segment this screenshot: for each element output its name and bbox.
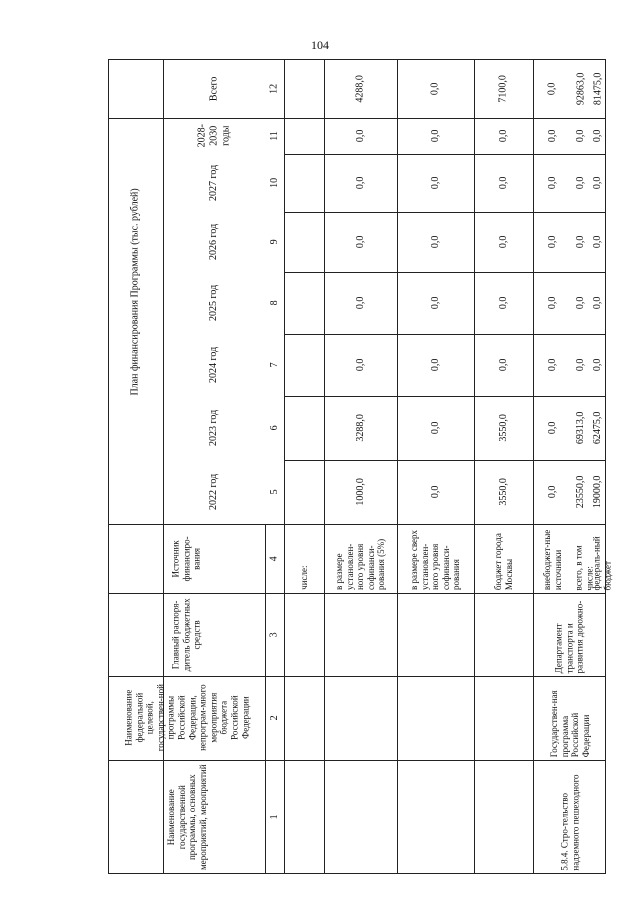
row-5-value-1-text: 23550,0 <box>575 475 587 509</box>
row-5-value-5-text: 0,0 <box>575 235 587 249</box>
program-name-text: Государствен-ная программа Российской Федерации <box>548 690 591 757</box>
header-col3-text: Главный распоря-дитель бюджетных средств <box>170 598 202 671</box>
row-5-value-8 <box>572 59 590 118</box>
row-3-value-8 <box>474 59 533 118</box>
header-col2-text: Наименование федеральной целевой, государствен-ной программы Российской Федерации, непрограм-много мероприятия бюджета Российской Федерации <box>122 684 250 752</box>
column-number-11-text: 11 <box>268 131 280 141</box>
row-1-source-text: в размере установлен-ного уровня софинанси-рования (5%) <box>333 538 387 590</box>
row-3-value-6-text: 0,0 <box>497 176 509 190</box>
column-number-9 <box>265 212 284 272</box>
row-1-value-4 <box>324 272 397 334</box>
row-6-value-4 <box>590 272 606 334</box>
row-1-value-1 <box>324 460 397 524</box>
row-0-value-4 <box>284 272 324 334</box>
row-6-value-6 <box>590 154 606 212</box>
row-5-value-7-text: 0,0 <box>575 129 587 143</box>
header-year-6-text: 2027 год <box>208 164 220 202</box>
row-4-value-3 <box>533 334 572 396</box>
row-2-value-6-text: 0,0 <box>429 176 441 190</box>
column-number-12-text: 12 <box>268 83 280 94</box>
row-0-value-2 <box>284 396 324 460</box>
row-6-value-3 <box>590 334 606 396</box>
row-3-value-3-text: 0,0 <box>497 358 509 372</box>
header-year-4-text: 2025 год <box>208 284 220 322</box>
row-5-value-5 <box>572 212 590 272</box>
header-col4 <box>108 524 265 593</box>
row-6-value-1-text: 19000,0 <box>592 475 604 509</box>
row-1-value-4-text: 0,0 <box>354 296 366 310</box>
header-year-5-text: 2026 год <box>208 223 220 261</box>
row-2-value-6 <box>397 154 474 212</box>
row-3-value-8-text: 7100,0 <box>497 74 509 103</box>
row-2-value-1 <box>397 460 474 524</box>
row-1-value-8 <box>324 59 397 118</box>
row-5-value-4 <box>572 272 590 334</box>
row-2-value-4 <box>397 272 474 334</box>
row-1-value-8-text: 4288,0 <box>354 74 366 103</box>
row-2-source <box>397 524 474 593</box>
row-5-value-2-text: 69313,0 <box>575 411 587 445</box>
row-0-value-1 <box>284 460 324 524</box>
row-4-value-1 <box>533 460 572 524</box>
column-number-10 <box>265 154 284 212</box>
header-year-4 <box>163 272 265 334</box>
row-6-value-2 <box>590 396 606 460</box>
header-year-7 <box>163 118 265 154</box>
row-5-value-6-text: 0,0 <box>575 176 587 190</box>
row-1-value-2 <box>324 396 397 460</box>
row-3-value-3 <box>474 334 533 396</box>
row-4-value-6-text: 0,0 <box>546 176 558 190</box>
header-col2 <box>108 676 265 760</box>
row-4-value-6 <box>533 154 572 212</box>
row-1-value-2-text: 3288,0 <box>354 414 366 442</box>
header-year-6 <box>163 154 265 212</box>
column-number-2-text: 2 <box>268 715 280 721</box>
row-6-value-2-text: 62475,0 <box>592 411 604 445</box>
row-5-value-1 <box>572 460 590 524</box>
row-0-value-5 <box>284 212 324 272</box>
row-4-value-2-text: 0,0 <box>546 421 558 435</box>
header-year-1-text: 2022 год <box>208 473 220 511</box>
row-2-value-1-text: 0,0 <box>429 485 441 499</box>
column-number-11 <box>265 118 284 154</box>
column-number-6 <box>265 396 284 460</box>
header-year-8-text: Всего <box>208 76 220 101</box>
row-2-value-7 <box>397 118 474 154</box>
header-year-2-text: 2023 год <box>208 409 220 447</box>
column-number-3-text: 3 <box>268 631 280 637</box>
activity-name-text: 5.8.4. Стро-тельство надземного пешеходного <box>558 774 580 871</box>
header-year-1 <box>163 460 265 524</box>
row-6-value-7 <box>590 118 606 154</box>
row-0-value-8 <box>284 59 324 118</box>
program-name <box>533 676 606 760</box>
row-1-value-6 <box>324 154 397 212</box>
row-2-value-5 <box>397 212 474 272</box>
row-6-source-text: федераль-ный бюджет <box>591 535 612 590</box>
row-0-value-6 <box>284 154 324 212</box>
row-6-value-1 <box>590 460 606 524</box>
column-number-7-text: 7 <box>268 362 280 368</box>
row-0-value-7 <box>284 118 324 154</box>
row-5-value-6 <box>572 154 590 212</box>
column-number-12 <box>265 59 284 118</box>
column-number-5 <box>265 460 284 524</box>
row-2-value-3-text: 0,0 <box>429 358 441 372</box>
column-number-2 <box>265 676 284 760</box>
row-6-value-8 <box>590 59 606 118</box>
row-4-value-8-text: 0,0 <box>546 82 558 95</box>
header-col1 <box>108 760 265 874</box>
row-1-value-7 <box>324 118 397 154</box>
column-number-10-text: 10 <box>268 177 280 188</box>
distributor-name-text: Департамент транспорта и развития дорожно- <box>553 600 585 673</box>
row-5-value-4-text: 0,0 <box>575 296 587 310</box>
column-number-4-text: 4 <box>268 555 280 561</box>
column-number-7 <box>265 334 284 396</box>
row-4-value-2 <box>533 396 572 460</box>
row-4-value-3-text: 0,0 <box>546 358 558 372</box>
row-3-value-1-text: 3550,0 <box>497 478 509 506</box>
header-year-3-text: 2024 год <box>208 346 220 384</box>
row-4-source-text: внебюджет-ные источники <box>541 529 563 590</box>
row-4-value-4 <box>533 272 572 334</box>
column-number-1-text: 1 <box>268 814 280 820</box>
column-number-5-text: 5 <box>268 489 280 495</box>
row-4-value-7-text: 0,0 <box>546 129 558 143</box>
row-6-value-7-text: 0,0 <box>592 129 604 143</box>
row-1-value-1-text: 1000,0 <box>354 478 366 506</box>
row-4-value-1-text: 0,0 <box>546 485 558 499</box>
row-3-value-2-text: 3550,0 <box>497 414 509 442</box>
row-6-value-3-text: 0,0 <box>592 358 604 372</box>
row-2-value-4-text: 0,0 <box>429 296 441 310</box>
row-5-value-3-text: 0,0 <box>575 358 587 372</box>
row-3-value-4-text: 0,0 <box>497 296 509 310</box>
plan-title <box>108 59 163 524</box>
column-number-8-text: 8 <box>268 300 280 306</box>
row-5-value-3 <box>572 334 590 396</box>
row-3-source-text: бюджет города Москвы <box>492 533 514 590</box>
header-year-7-text: 2028-2030 годы <box>196 124 231 148</box>
row-5-source <box>572 524 594 593</box>
activity-name <box>533 760 606 874</box>
column-number-4 <box>265 524 284 593</box>
row-5-value-8-text: 92863,0 <box>575 72 587 105</box>
row-4-value-5-text: 0,0 <box>546 235 558 249</box>
row-6-value-6-text: 0,0 <box>592 176 604 190</box>
header-year-8 <box>163 59 265 118</box>
row-3-value-7 <box>474 118 533 154</box>
row-2-value-3 <box>397 334 474 396</box>
header-col1-text: Наименование государственной программы, основных мероприятий, мероприятий <box>165 764 208 870</box>
row-3-value-5-text: 0,0 <box>497 235 509 249</box>
distributor-name <box>533 593 606 676</box>
row-1-source <box>324 524 397 593</box>
row-5-value-2 <box>572 396 590 460</box>
row-1-value-3-text: 0,0 <box>354 358 366 372</box>
row-5-source-text: всего, в том числе: <box>573 544 594 590</box>
row-2-value-8 <box>397 59 474 118</box>
row-0-source-text: числе: <box>298 565 309 590</box>
column-number-8 <box>265 272 284 334</box>
column-number-3 <box>265 593 284 676</box>
plan-title-text: План финансирования Программы (тыс. рублей) <box>129 187 141 396</box>
header-col4-text: Источник финансиро-вания <box>170 535 202 582</box>
row-4-source <box>533 524 572 593</box>
row-6-value-5 <box>590 212 606 272</box>
header-year-2 <box>163 396 265 460</box>
row-6-value-8-text: 81475,0 <box>592 72 604 105</box>
header-col3 <box>108 593 265 676</box>
row-4-value-5 <box>533 212 572 272</box>
row-3-value-5 <box>474 212 533 272</box>
header-year-3 <box>163 334 265 396</box>
row-5-value-7 <box>572 118 590 154</box>
row-1-value-3 <box>324 334 397 396</box>
row-1-value-5-text: 0,0 <box>354 235 366 249</box>
row-2-value-7-text: 0,0 <box>429 129 441 143</box>
row-3-source <box>474 524 533 593</box>
row-6-value-4-text: 0,0 <box>592 296 604 310</box>
row-0-source <box>284 524 324 593</box>
row-3-value-2 <box>474 396 533 460</box>
row-4-value-7 <box>533 118 572 154</box>
row-6-source <box>590 524 612 593</box>
row-0-value-3 <box>284 334 324 396</box>
row-4-value-4-text: 0,0 <box>546 296 558 310</box>
column-number-6-text: 6 <box>268 425 280 431</box>
row-3-value-1 <box>474 460 533 524</box>
row-4-value-8 <box>533 59 572 118</box>
column-number-1 <box>265 760 284 874</box>
column-number-9-text: 9 <box>268 239 280 245</box>
row-1-value-7-text: 0,0 <box>354 129 366 143</box>
row-2-value-2-text: 0,0 <box>429 421 441 435</box>
page-number: 104 <box>311 38 329 52</box>
row-6-value-5-text: 0,0 <box>592 235 604 249</box>
row-3-value-6 <box>474 154 533 212</box>
header-year-5 <box>163 212 265 272</box>
row-2-value-5-text: 0,0 <box>429 235 441 249</box>
row-2-value-2 <box>397 396 474 460</box>
row-2-source-text: в размере сверх установлен-ного уровня софинанси-рования <box>408 529 462 590</box>
row-2-value-8-text: 0,0 <box>429 82 441 95</box>
row-3-value-7-text: 0,0 <box>497 129 509 143</box>
row-3-value-4 <box>474 272 533 334</box>
row-1-value-5 <box>324 212 397 272</box>
row-1-value-6-text: 0,0 <box>354 176 366 190</box>
